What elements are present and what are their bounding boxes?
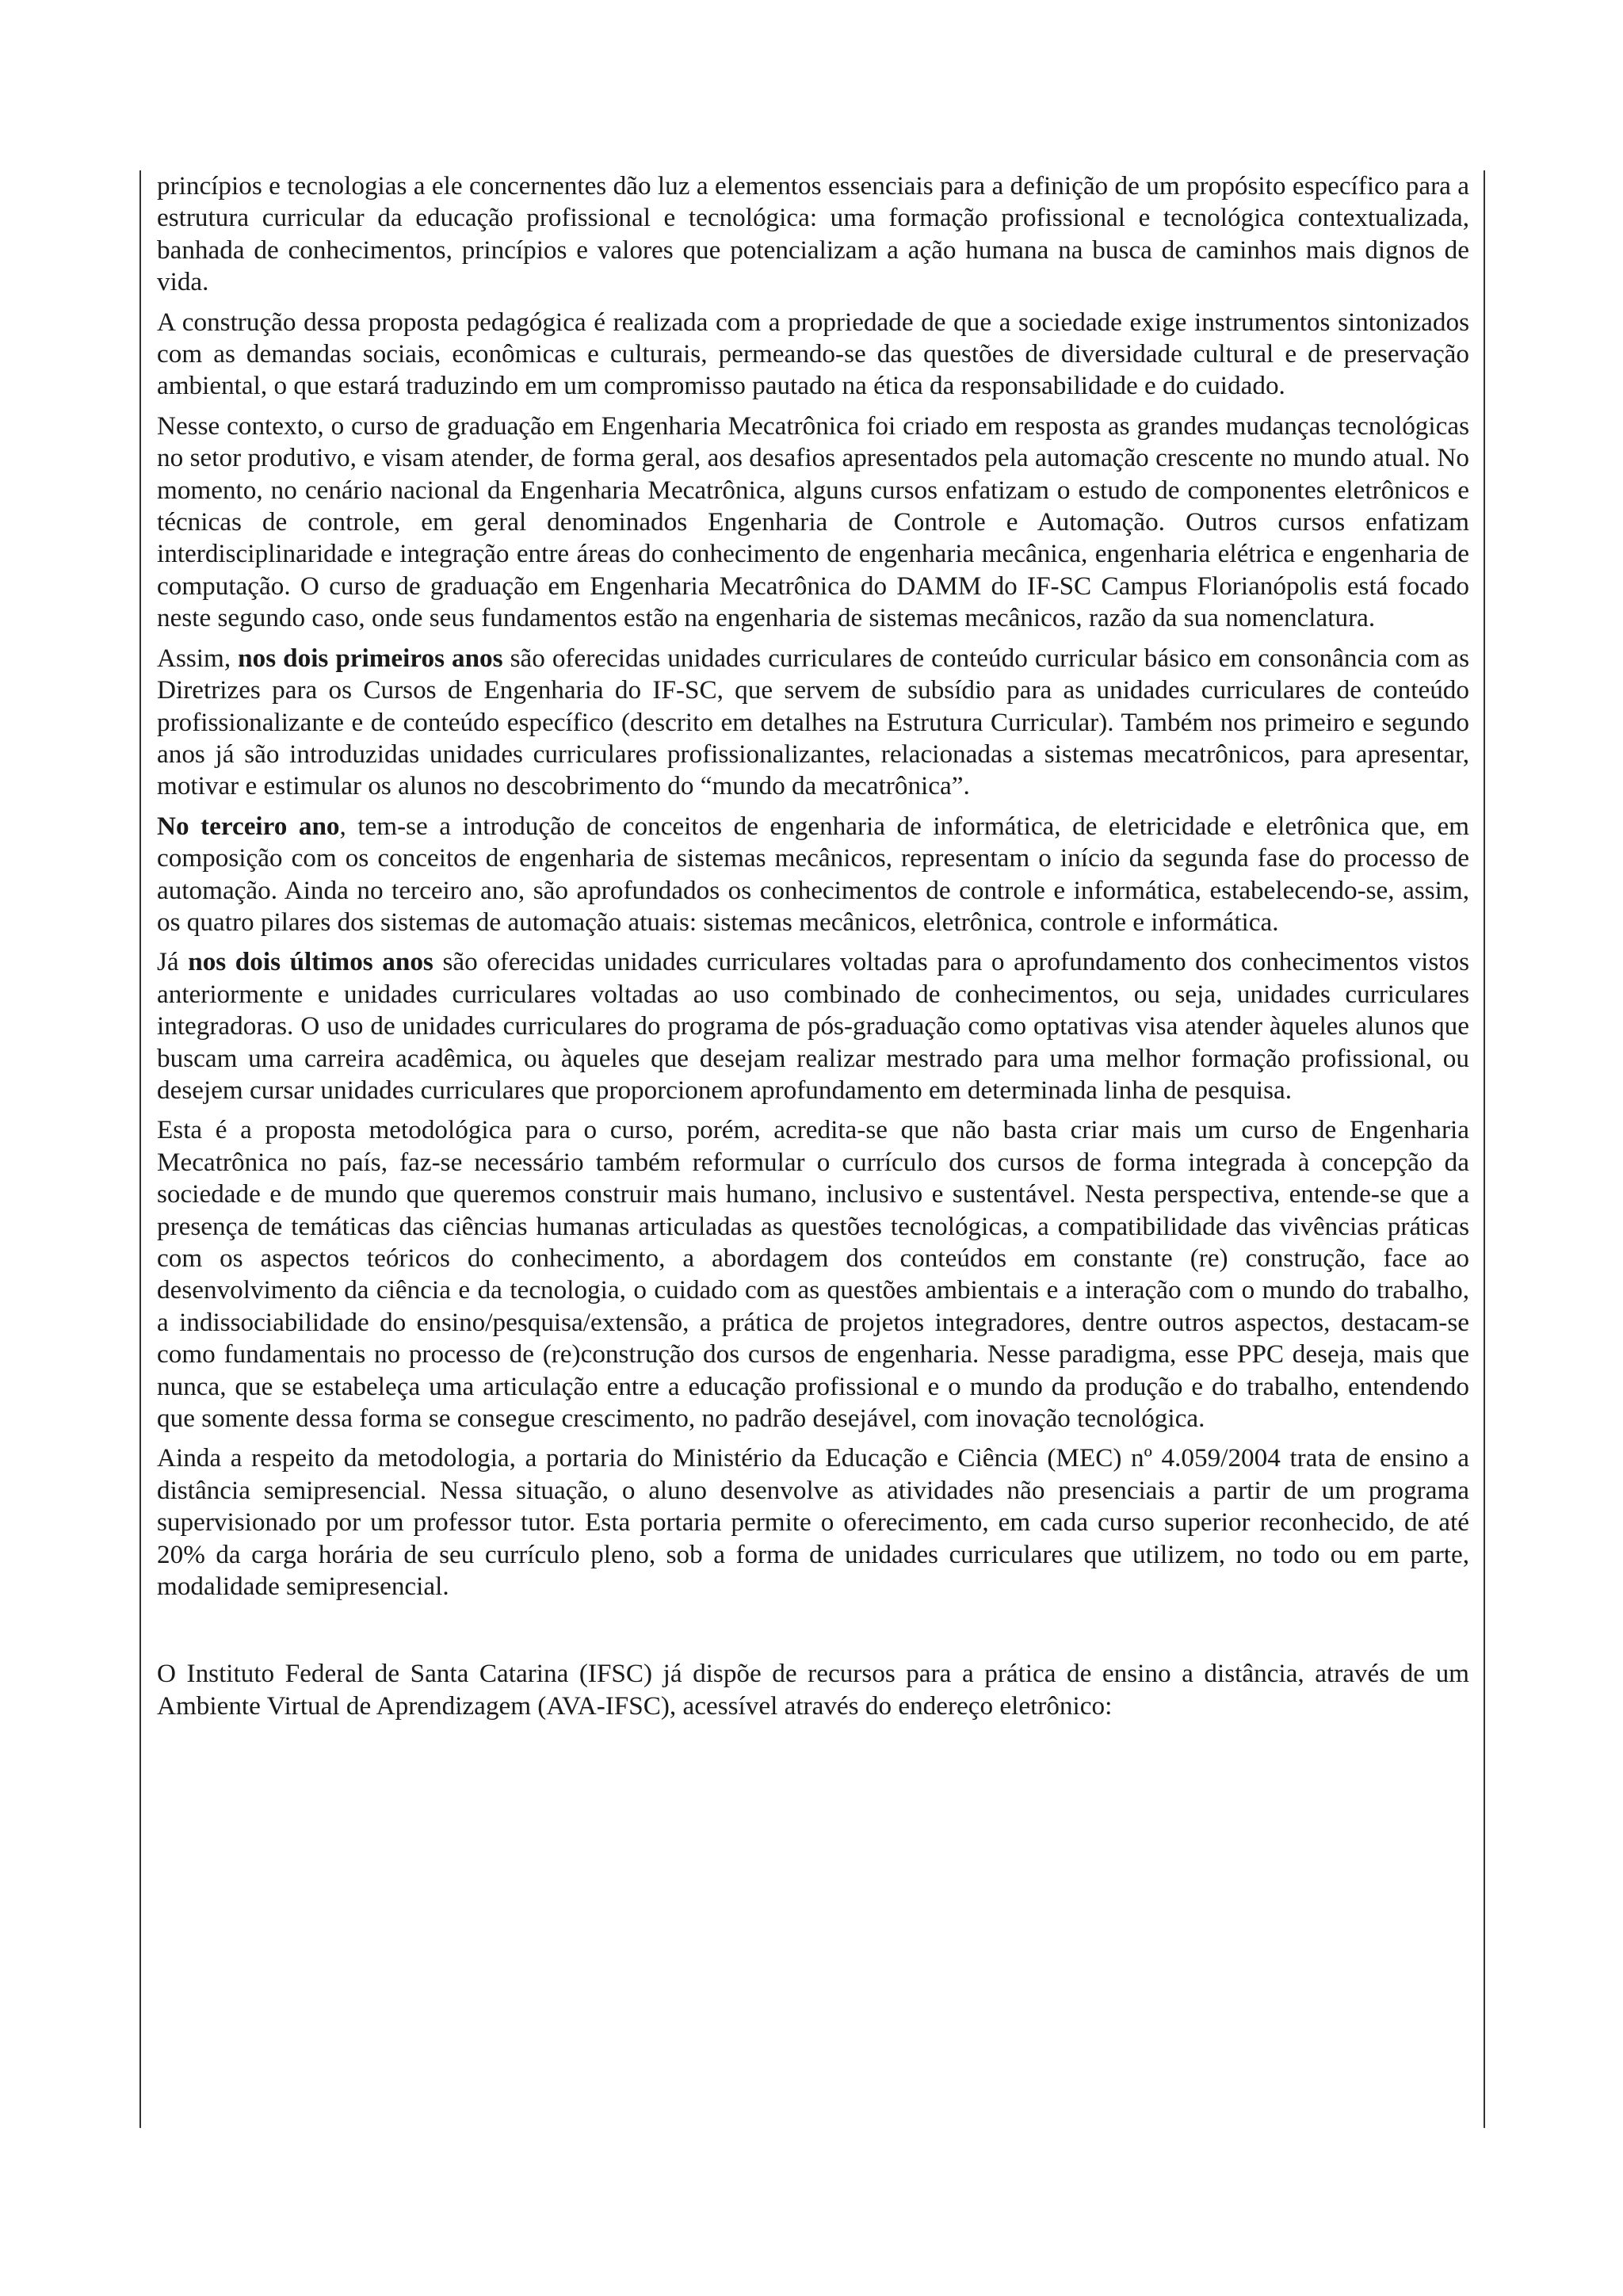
paragraph-8-text: Ainda a respeito da metodologia, a portaria do Ministério da Educação e Ciência (MEC) nº 4.059/2004 trata de ensino a distância semipresencial. Nessa situação, o aluno desenvolve as atividades não presenciais a partir de um programa supervisionado por um professor tutor. Esta portaria permite o oferecimento, em cada curso superior reconhecido, de até 20% da carga horária de seu currículo pleno, sob a forma de unidades curriculares que utilizem, no todo ou em parte, modalidade semipresencial. [157,1443,1469,1602]
paragraph-4-text-a: Assim, [157,643,239,673]
paragraph-9 [157,1658,1469,1722]
paragraph-7-text: Esta é a proposta metodológica para o curso, porém, acredita-se que não basta criar mais um curso de Engenharia Mecatrônica no país, faz-se necessário também reformular o currículo dos cursos de forma integrada à concepção da sociedade e de mundo que queremos construir mais humano, inclusivo e sustentável. Nesta perspectiva, entende-se que a presença de temáticas das ciências humanas articuladas as questões tecnológicas, a compatibilidade das vivências práticas com os aspectos teóricos do conhecimento, a abordagem dos conteúdos em constante (re) construção, face ao desenvolvimento da ciência e da tecnologia, o cuidado com as questões ambientais e a interação com o mundo do trabalho, a indissociabilidade do ensino/pesquisa/extensão, a prática de projetos integradores, dentre outros aspectos, destacam-se como fundamentais no processo de (re)construção dos cursos de engenharia. Nesse paradigma, esse PPC deseja, mais que nunca, que se estabeleça uma articulação entre a educação profissional e o mundo da produção e do trabalho, entendendo que somente dessa forma se consegue crescimento, no padrão desejável, com inovação tecnológica. [157,1115,1469,1434]
paragraph-5-bold: No terceiro ano [157,811,340,841]
paragraph-8 [157,1442,1469,1603]
paragraph-6-bold: nos dois últimos anos [188,947,433,977]
paragraph-1-text: princípios e tecnologias a ele concernentes dão luz a elementos essenciais para a definição de um propósito específico para a estrutura curricular da educação profissional e tecnológica: uma formação profissional e tecnológica contextualizada, banhada de conhecimentos, princípios e valores que potencializam a ação humana na busca de caminhos mais dignos de vida. [157,171,1469,297]
paragraph-4-text-b: são oferecidas unidades curriculares de conteúdo curricular básico em consonância com as Diretrizes para os Cursos de Engenharia do IF-SC, que servem de subsídio para as unidades curriculares de conteúdo profissionalizante e de conteúdo específico (descrito em detalhes na Estrutura Curricular). Também nos primeiro e segundo anos já são introduzidas unidades curriculares profissionalizantes, relacionadas a sistemas mecatrônicos, para apresentar, motivar e estimular os alunos no descobrimento do “mundo da mecatrônica”. [157,643,1470,801]
paragraph-2 [157,307,1469,403]
paragraph-2-text: A construção dessa proposta pedagógica é realizada com a propriedade de que a sociedade exige instrumentos sintonizados com as demandas sociais, econômicas e culturais, permeando-se das questões de diversidade cultural e de preservação ambiental, o que estará traduzindo em um compromisso pautado na ética da responsabilidade e do cuidado. [157,307,1469,401]
paragraph-6 [157,946,1469,1106]
paragraph-6-text-b: são oferecidas unidades curriculares voltadas para o aprofundamento dos conhecimentos vistos anteriormente e unidades curriculares voltadas ao uso combinado de conhecimentos, ou seja, unidades curriculares integradoras. O uso de unidades curriculares do programa de pós-graduação como optativas visa atender àqueles alunos que buscam uma carreira acadêmica, ou àqueles que desejam realizar mestrado para uma melhor formação profissional, ou desejem cursar unidades curriculares que proporcionem aprofundamento em determinada linha de pesquisa. [157,947,1469,1105]
paragraph-9-text: O Instituto Federal de Santa Catarina (IFSC) já dispõe de recursos para a prática de ensino a distância, através de um Ambiente Virtual de Aprendizagem (AVA-IFSC), acessível através do endereço eletrônico: [157,1659,1469,1721]
paragraph-5-text: , tem-se a introdução de conceitos de engenharia de informática, de eletricidade e eletrônica que, em composição com os conceitos de engenharia de sistemas mecânicos, representam o início da segunda fase do processo de automação. Ainda no terceiro ano, são aprofundados os conhecimentos de controle e informática, estabelecendo-se, assim, os quatro pilares dos sistemas de automação atuais: sistemas mecânicos, eletrônica, controle e informática. [157,811,1469,937]
paragraph-7 [157,1114,1469,1435]
paragraph-4 [157,643,1469,803]
paragraph-5 [157,811,1469,939]
document-body [157,170,1469,1730]
paragraph-4-bold: nos dois primeiros anos [238,643,503,673]
page-frame [139,170,1485,2128]
paragraph-3-text: Nesse contexto, o curso de graduação em Engenharia Mecatrônica foi criado em resposta as grandes mudanças tecnológicas no setor produtivo, e visam atender, de forma geral, aos desafios apresentados pela automação crescente no mundo atual. No momento, no cenário nacional da Engenharia Mecatrônica, alguns cursos enfatizam o estudo de componentes eletrônicos e técnicas de controle, em geral denominados Engenharia de Controle e Automação. Outros cursos enfatizam interdisciplinaridade e integração entre áreas do conhecimento de engenharia mecânica, engenharia elétrica e engenharia de computação. O curso de graduação em Engenharia Mecatrônica do DAMM do IF-SC Campus Florianópolis está focado neste segundo caso, onde seus fundamentos estão na engenharia de sistemas mecânicos, razão da sua nomenclatura. [157,411,1469,633]
paragraph-1 [157,170,1469,299]
paragraph-6-text-a: Já [157,947,189,977]
paragraph-3 [157,411,1469,635]
